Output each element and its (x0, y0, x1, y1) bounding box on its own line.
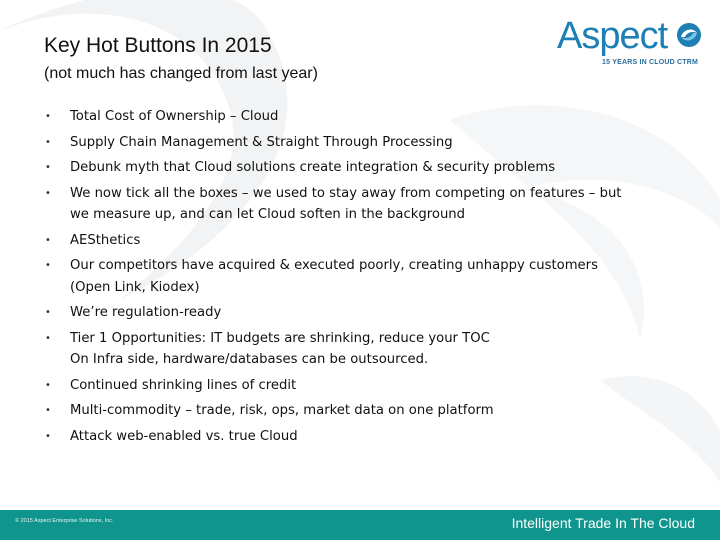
logo-swirl-icon (676, 22, 702, 48)
bullet-text: Supply Chain Management & Straight Through Processing (70, 134, 453, 150)
bullet-item (0, 255, 700, 298)
bullet-dot-icon: • (45, 162, 51, 173)
bullet-dot-icon: • (45, 430, 51, 442)
bullet-text: AESthetics (70, 232, 141, 248)
logo-wordmark: Aspect (557, 15, 668, 57)
bullet-text-continued: we measure up, and can let Cloud soften in the background (70, 207, 466, 222)
bullet-item (0, 426, 700, 448)
bullet-dot-icon: • (45, 405, 51, 416)
slide-title: Key Hot Buttons In 2015 (44, 34, 272, 57)
bullet-item (0, 132, 700, 154)
bullet-item (0, 375, 700, 397)
bullet-dot-icon: • (45, 187, 51, 199)
footer-tagline: Intelligent Trade In The Cloud (511, 515, 695, 531)
bullet-text: Total Cost of Ownership – Cloud (70, 109, 279, 124)
bullet-text-continued: (Open Link, Kiodex) (70, 279, 200, 295)
bullet-text: Multi-commodity – trade, risk, ops, market data on one platform (70, 403, 494, 418)
bullet-dot-icon: • (45, 111, 51, 122)
bullet-item (0, 106, 700, 128)
bullet-dot-icon: • (45, 332, 51, 344)
bullet-dot-icon: • (45, 136, 51, 148)
bullet-item (0, 400, 700, 422)
bullet-text: Our competitors have acquired & executed poorly, creating unhappy customers (70, 258, 598, 273)
aspect-logo (555, 16, 705, 74)
bullet-item (0, 183, 700, 226)
bullet-text-continued: On Infra side, hardware/databases can be outsourced. (70, 352, 429, 367)
bullet-dot-icon: • (45, 307, 51, 318)
bullet-item (0, 328, 700, 371)
bullet-dot-icon: • (45, 260, 51, 271)
bullet-text: Tier 1 Opportunities: IT budgets are shrinking, reduce your TOC (70, 330, 490, 346)
bullet-item (0, 302, 700, 324)
bullet-dot-icon: • (45, 379, 51, 391)
bullet-list (0, 106, 700, 451)
footer-bar (0, 510, 720, 540)
bullet-item (0, 230, 700, 252)
bullet-text: Debunk myth that Cloud solutions create integration & security problems (70, 160, 556, 175)
logo-tagline: 15 YEARS IN CLOUD CTRM (602, 59, 699, 66)
slide-subtitle: (not much has changed from last year) (44, 65, 318, 82)
bullet-text: We’re regulation-ready (70, 305, 222, 320)
bullet-text: We now tick all the boxes – we used to stay away from competing on features – but (70, 185, 622, 201)
bullet-text: Attack web-enabled vs. true Cloud (70, 428, 298, 444)
bullet-text: Continued shrinking lines of credit (70, 377, 297, 393)
bullet-item (0, 157, 700, 179)
copyright-text: © 2015 Aspect Enterprise Solutions, Inc. (15, 518, 114, 524)
bullet-dot-icon: • (45, 234, 51, 246)
